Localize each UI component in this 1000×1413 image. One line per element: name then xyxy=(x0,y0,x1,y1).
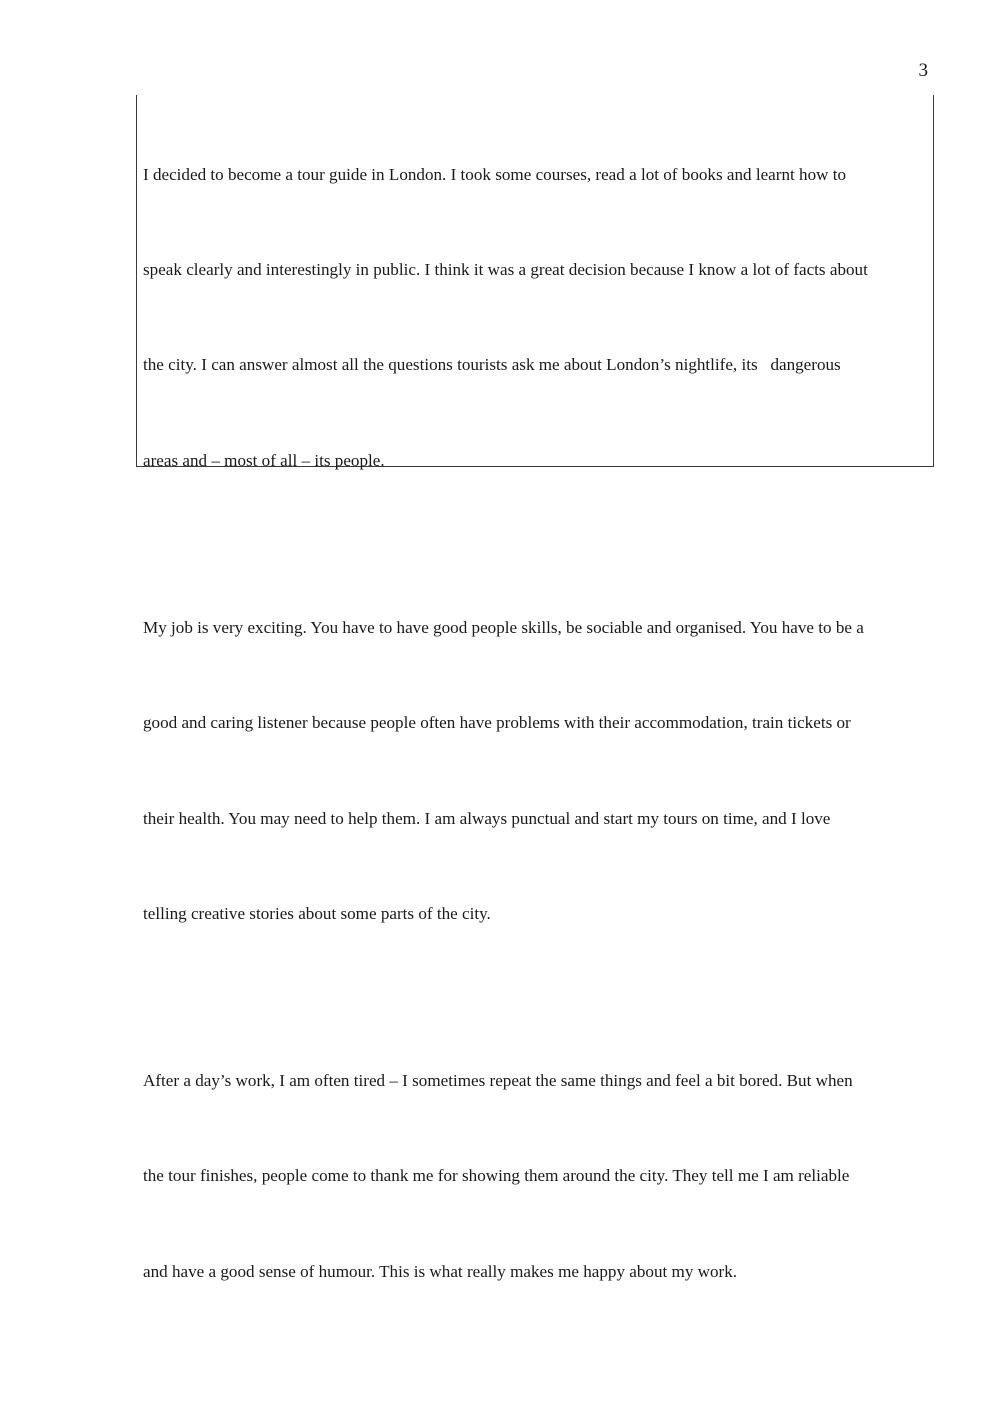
text-line: the city. I can answer almost all the questions tourists ask me about London’s nightlife, its dangerous xyxy=(143,355,841,375)
text-line: and have a good sense of humour. This is what really makes me happy about my work. xyxy=(143,1261,738,1281)
text-line: good and caring listener because people often have problems with their accommodation, train tickets or xyxy=(143,713,851,733)
text-line: areas and – most of all – its people. xyxy=(143,450,385,470)
text-line: I decided to become a tour guide in London. I took some courses, read a lot of books and learnt how to xyxy=(143,164,847,184)
paragraph-2 xyxy=(143,548,927,993)
paragraph-3 xyxy=(143,1001,927,1351)
text-line: After a day’s work, I am often tired – I sometimes repeat the same things and feel a bit bored. But when xyxy=(143,1070,853,1090)
reading-text-box xyxy=(136,95,934,1281)
text-line: telling creative stories about some parts of the city. xyxy=(143,903,491,923)
page-number: 3 xyxy=(918,60,928,81)
text-line: the tour finishes, people come to thank me for showing them around the city. They tell me I am reliable xyxy=(143,1166,850,1186)
text-line: speak clearly and interestingly in public. I think it was a great decision because I know a lot of facts about xyxy=(143,259,868,279)
text-line: their health. You may need to help them. I am always punctual and start my tours on time, and I love xyxy=(143,808,831,828)
text-line: My job is very exciting. You have to have good people skills, be sociable and organised. You have to be a xyxy=(143,617,864,637)
paragraph-1 xyxy=(143,95,927,540)
